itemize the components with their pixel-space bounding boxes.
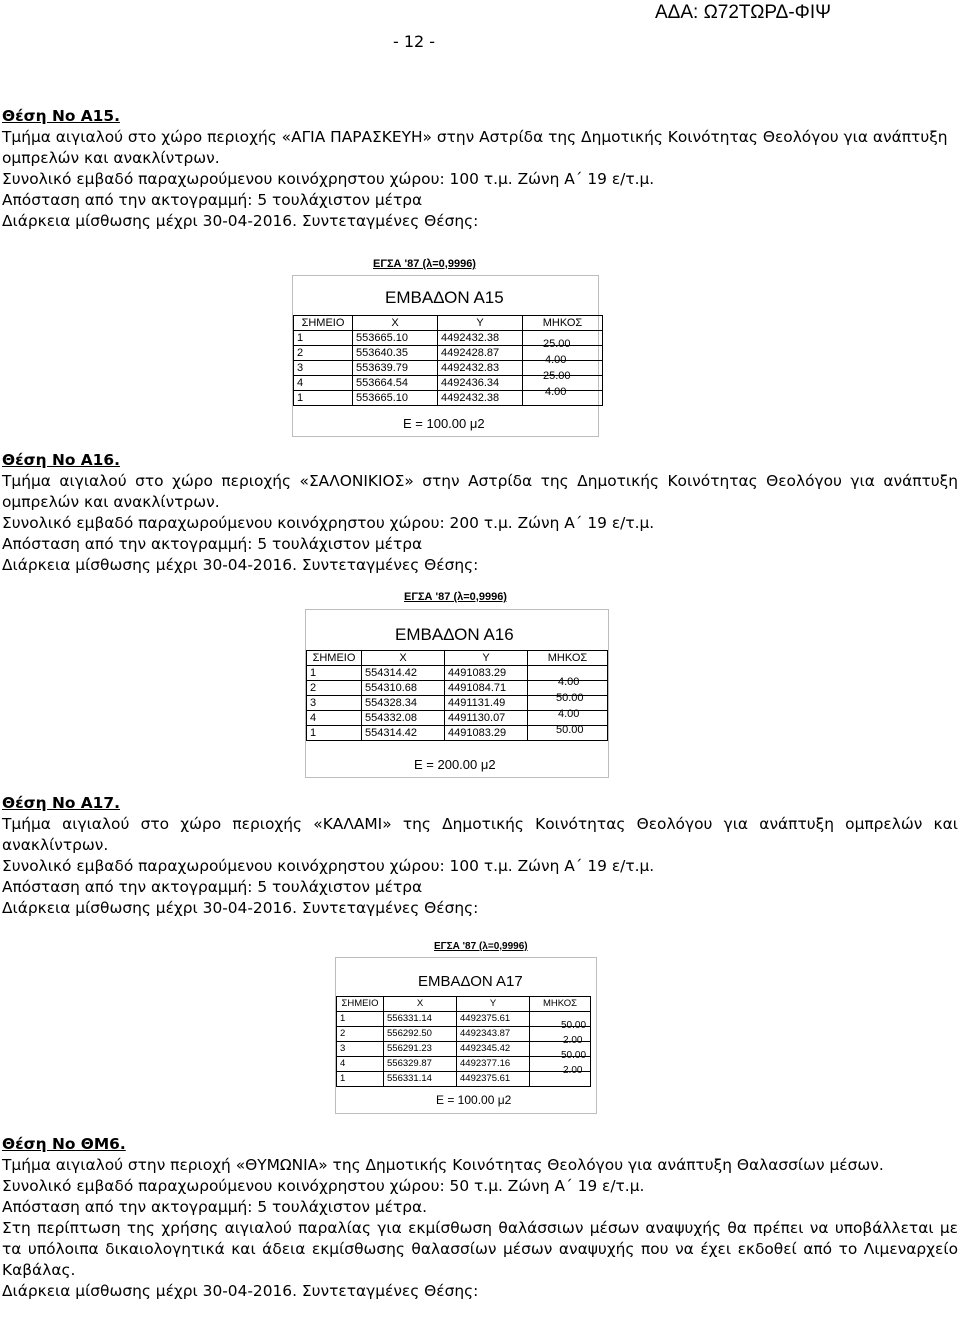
cell: 553665.10 bbox=[353, 391, 438, 406]
cell: 1 bbox=[294, 331, 353, 346]
cell: 553640.35 bbox=[353, 346, 438, 361]
col-header: ΜΗΚΟΣ bbox=[528, 651, 608, 666]
total-area: Ε = 100.00 μ2 bbox=[403, 416, 485, 431]
egsa-label: ΕΓΣΑ '87 (λ=0,9996) bbox=[373, 258, 476, 270]
col-header: Υ bbox=[445, 651, 528, 666]
cell: 4492343.87 bbox=[457, 1027, 530, 1042]
col-header: Υ bbox=[457, 997, 530, 1012]
segment-length: 4.00 bbox=[558, 708, 580, 720]
cell: 553664.54 bbox=[353, 376, 438, 391]
segment-length: 25.00 bbox=[543, 370, 571, 382]
cell: 4492375.61 bbox=[457, 1072, 530, 1087]
section-duration: Διάρκεια μίσθωσης μέχρι 30-04-2016. Συντεταγμένες Θέσης: bbox=[2, 1282, 479, 1300]
cell: 2 bbox=[307, 681, 362, 696]
cell: 4491083.29 bbox=[445, 726, 528, 741]
section-a16 bbox=[2, 450, 958, 576]
table-row bbox=[337, 1012, 591, 1027]
segment-length: 2.00 bbox=[563, 1065, 583, 1076]
section-distance: Απόσταση από την ακτογραμμή: 5 τουλάχιστον μέτρα bbox=[2, 878, 423, 896]
emvadon-title: ΕΜΒΑΔΟΝ Α15 bbox=[385, 288, 504, 307]
cell: 4491083.29 bbox=[445, 666, 528, 681]
coordinates-table-a15 bbox=[292, 258, 599, 437]
table-row bbox=[337, 1027, 591, 1042]
section-description: Τμήμα αιγιαλού στο χώρο περιοχής «ΣΑΛΟΝΙΚΙΟΣ» στην Αστρίδα της Δημοτικής Κοινότητας Θεολόγου για ανάπτυξη ομπρελών και ανακλίντρων. bbox=[2, 472, 958, 511]
cell: 4492375.61 bbox=[457, 1012, 530, 1027]
cell: 1 bbox=[307, 666, 362, 681]
coordinates-grid bbox=[336, 996, 591, 1087]
cell: 4 bbox=[337, 1057, 384, 1072]
col-header: Υ bbox=[438, 316, 523, 331]
cell: 4492428.87 bbox=[438, 346, 523, 361]
section-a17 bbox=[2, 793, 958, 919]
coordinates-table-a17 bbox=[335, 941, 597, 1114]
cell: 3 bbox=[307, 696, 362, 711]
segment-length: 4.00 bbox=[558, 676, 580, 688]
cell: 553665.10 bbox=[353, 331, 438, 346]
section-title: Θέση Νο Α17. bbox=[2, 794, 120, 812]
page-number: - 12 - bbox=[393, 32, 436, 51]
emvadon-title: ΕΜΒΑΔΟΝ Α16 bbox=[395, 625, 514, 644]
segment-length: 2.00 bbox=[563, 1035, 583, 1046]
table-row bbox=[337, 1042, 591, 1057]
section-area: Συνολικό εμβαδό παραχωρούμενου κοινόχρηστου χώρου: 50 τ.μ. Ζώνη Α΄ 19 ε/τ.μ. bbox=[2, 1177, 645, 1195]
section-description: Τμήμα αιγιαλού στην περιοχή «ΘΥΜΩΝΙΑ» της Δημοτικής Κοινότητας Θεολόγου για ανάπτυξη Θαλασσίων μέσων. bbox=[2, 1156, 884, 1174]
cell: 2 bbox=[294, 346, 353, 361]
cell: 3 bbox=[294, 361, 353, 376]
egsa-label: ΕΓΣΑ '87 (λ=0,9996) bbox=[434, 941, 528, 952]
cell: 4492432.83 bbox=[438, 361, 523, 376]
cell: 4491130.07 bbox=[445, 711, 528, 726]
cell: 554332.08 bbox=[362, 711, 445, 726]
cell: 4492436.34 bbox=[438, 376, 523, 391]
segment-length: 4.00 bbox=[545, 354, 567, 366]
cell: 1 bbox=[307, 726, 362, 741]
total-area: Ε = 200.00 μ2 bbox=[414, 757, 496, 772]
cell: 4492432.38 bbox=[438, 331, 523, 346]
section-title: Θέση Νο ΘΜ6. bbox=[2, 1135, 126, 1153]
section-title: Θέση Νο Α16. bbox=[2, 451, 120, 469]
section-area: Συνολικό εμβαδό παραχωρούμενου κοινόχρηστου χώρου: 100 τ.μ. Ζώνη Α΄ 19 ε/τ.μ. bbox=[2, 170, 655, 188]
section-description: Τμήμα αιγιαλού στο χώρο περιοχής «ΑΓΙΑ ΠΑΡΑΣΚΕΥΗ» στην Αστρίδα της Δημοτικής Κοινότητας Θεολόγου για ανάπτυξη ομπρελών και ανακλίντρων. bbox=[2, 128, 948, 167]
cell: 1 bbox=[337, 1072, 384, 1087]
cell: 556329.87 bbox=[384, 1057, 457, 1072]
total-area: Ε = 100.00 μ2 bbox=[436, 1093, 512, 1107]
section-distance: Απόσταση από την ακτογραμμή: 5 τουλάχιστον μέτρα bbox=[2, 535, 423, 553]
section-license-note: Στη περίπτωση της χρήσης αιγιαλού παραλίας για εκμίσθωση θαλάσσιων μέσων αναψυχής θα πρέπει να υποβάλλεται με τα υπόλοιπα δικαιολογητικά και άδεια εκμίσθωσης θαλασσίων μέσων αναψυχής που να έχει εκδοθεί από το Λιμεναρχείο Καβάλας. bbox=[2, 1219, 958, 1279]
egsa-label: ΕΓΣΑ '87 (λ=0,9996) bbox=[404, 591, 507, 603]
col-header: ΣΗΜΕΙΟ bbox=[337, 997, 384, 1012]
col-header: Χ bbox=[362, 651, 445, 666]
cell: 554310.68 bbox=[362, 681, 445, 696]
segment-length: 4.00 bbox=[545, 386, 567, 398]
cell: 4491084.71 bbox=[445, 681, 528, 696]
cell: 3 bbox=[337, 1042, 384, 1057]
cell: 4491131.49 bbox=[445, 696, 528, 711]
cell: 553639.79 bbox=[353, 361, 438, 376]
segment-length: 50.00 bbox=[561, 1020, 587, 1031]
section-a15 bbox=[2, 106, 958, 232]
ada-code: ΑΔΑ: Ω72ΤΩΡΔ-ΦΙΨ bbox=[655, 2, 831, 23]
section-duration: Διάρκεια μίσθωσης μέχρι 30-04-2016. Συντεταγμένες Θέσης: bbox=[2, 556, 479, 574]
section-duration: Διάρκεια μίσθωσης μέχρι 30-04-2016. Συντεταγμένες Θέσης: bbox=[2, 899, 479, 917]
cell: 554314.42 bbox=[362, 726, 445, 741]
col-header: Χ bbox=[353, 316, 438, 331]
cell: 556331.14 bbox=[384, 1012, 457, 1027]
section-distance: Απόσταση από την ακτογραμμή: 5 τουλάχιστον μέτρα. bbox=[2, 1198, 428, 1216]
cell: 4492345.42 bbox=[457, 1042, 530, 1057]
cell: 1 bbox=[337, 1012, 384, 1027]
emvadon-title: ΕΜΒΑΔΟΝ Α17 bbox=[418, 973, 523, 990]
segment-length: 25.00 bbox=[543, 338, 571, 350]
cell: 4492377.16 bbox=[457, 1057, 530, 1072]
cell: 1 bbox=[294, 391, 353, 406]
section-duration: Διάρκεια μίσθωσης μέχρι 30-04-2016. Συντεταγμένες Θέσης: bbox=[2, 212, 479, 230]
coordinates-table-a16 bbox=[305, 591, 609, 778]
cell: 554328.34 bbox=[362, 696, 445, 711]
segment-length: 50.00 bbox=[556, 724, 584, 736]
cell: 554314.42 bbox=[362, 666, 445, 681]
cell: 4 bbox=[307, 711, 362, 726]
cell: 4492432.38 bbox=[438, 391, 523, 406]
section-distance: Απόσταση από την ακτογραμμή: 5 τουλάχιστον μέτρα bbox=[2, 191, 423, 209]
col-header: ΜΗΚΟΣ bbox=[530, 997, 591, 1012]
segment-length: 50.00 bbox=[556, 692, 584, 704]
cell: 4 bbox=[294, 376, 353, 391]
cell: 556291.23 bbox=[384, 1042, 457, 1057]
section-title: Θέση Νο Α15. bbox=[2, 107, 120, 125]
cell: 556331.14 bbox=[384, 1072, 457, 1087]
col-header: ΣΗΜΕΙΟ bbox=[294, 316, 353, 331]
col-header: ΜΗΚΟΣ bbox=[523, 316, 603, 331]
section-area: Συνολικό εμβαδό παραχωρούμενου κοινόχρηστου χώρου: 100 τ.μ. Ζώνη Α΄ 19 ε/τ.μ. bbox=[2, 857, 655, 875]
section-description: Τμήμα αιγιαλού στο χώρο περιοχής «ΚΑΛΑΜΙ» της Δημοτικής Κοινότητας Θεολόγου για ανάπτυξη ομπρελών και ανακλίντρων. bbox=[2, 815, 958, 854]
table-row bbox=[337, 1057, 591, 1072]
col-header: Χ bbox=[384, 997, 457, 1012]
section-area: Συνολικό εμβαδό παραχωρούμενου κοινόχρηστου χώρου: 200 τ.μ. Ζώνη Α΄ 19 ε/τ.μ. bbox=[2, 514, 655, 532]
segment-length: 50.00 bbox=[561, 1050, 587, 1061]
col-header: ΣΗΜΕΙΟ bbox=[307, 651, 362, 666]
table-row bbox=[337, 1072, 591, 1087]
section-thm6 bbox=[2, 1134, 958, 1302]
cell: 556292.50 bbox=[384, 1027, 457, 1042]
cell: 2 bbox=[337, 1027, 384, 1042]
